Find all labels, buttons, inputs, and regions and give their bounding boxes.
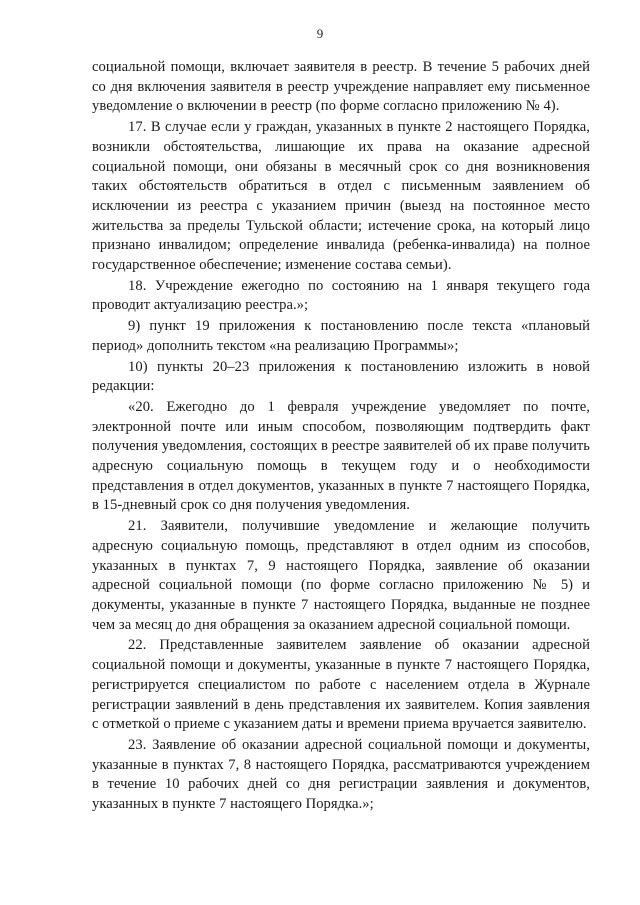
paragraph-22: 22. Представленные заявителем заявление об оказании адресной социальной помощи и документы, указанные в пункте 7 настоящего Порядка, регистрируется специалистом по работе с населением отдела в Журнале регистрации заявлений в день представления их заявителем. Копия заявления с отметкой о приеме с указанием даты и времени приема вручается заявителю. [92, 637, 590, 733]
amendment-item-9: 9) пункт 19 приложения к постановлению после текста «плановый период» дополнить текстом «на реализацию Программы»; [92, 318, 590, 354]
paragraph-18: 18. Учреждение ежегодно по состоянию на 1 января текущего года проводит актуализацию реестра.»; [92, 277, 590, 314]
paragraph-continuation: социальной помощи, включает заявителя в реестр. В течение 5 рабочих дней со дня включения заявителя в реестр учреждение направляет ему письменное уведомление о включении в реестр (по форме согласно приложению № 4). [92, 59, 590, 115]
paragraph-23: 23. Заявление об оказании адресной социальной помощи и документы, указанные в пунктах 7, 8 настоящего Порядка, рассматриваются учреждением в течение 10 рабочих дней со дня регистрации заявления и документов, указанных в пункте 7 настоящего Порядка.»; [92, 736, 590, 813]
page-number: 9 [316, 26, 324, 41]
paragraph-20: «20. Ежегодно до 1 февраля учреждение уведомляет по почте, электронной почте или иным способом, позволяющим подтвердить факт получения уведомления, состоящих в реестре заявителей об их праве получить адресную социальную помощь в текущем году и о необходимости представления в отдел документов, указанных в пункте 7 настоящего Порядка, в 15-дневный срок со дня получения уведомления. [92, 398, 590, 514]
amendment-item-10: 10) пункты 20–23 приложения к постановлению изложить в новой редакции: [92, 358, 590, 395]
paragraph-17: 17. В случае если у граждан, указанных в пункте 2 настоящего Порядка, возникли обстоятельства, лишающие их права на оказание адресной социальной помощи, они обязаны в месячный срок со дня возникновения таких обстоятельств обратиться в отдел с письменным заявлением об исключении из реестра с указанием причин (выезд на постоянное место жительства за пределы Тульской области; истечение срока, на который лицо признано инвалидом; определение инвалида (ребенка-инвалида) на полное государственное обеспечение; изменение состава семьи). [92, 119, 590, 274]
document-body [92, 58, 590, 815]
paragraph-21: 21. Заявители, получившие уведомление и желающие получить адресную социальную помощь, представляют в отдел одним из способов, указанных в пунктах 7, 9 настоящего Порядка, заявление об оказании адресной социальной помощи (по форме согласно приложению № 5) и документы, указанные в пункте 7 настоящего Порядка, выданные не позднее чем за месяц до дня обращения за оказанием адресной социальной помощи. [92, 518, 590, 633]
